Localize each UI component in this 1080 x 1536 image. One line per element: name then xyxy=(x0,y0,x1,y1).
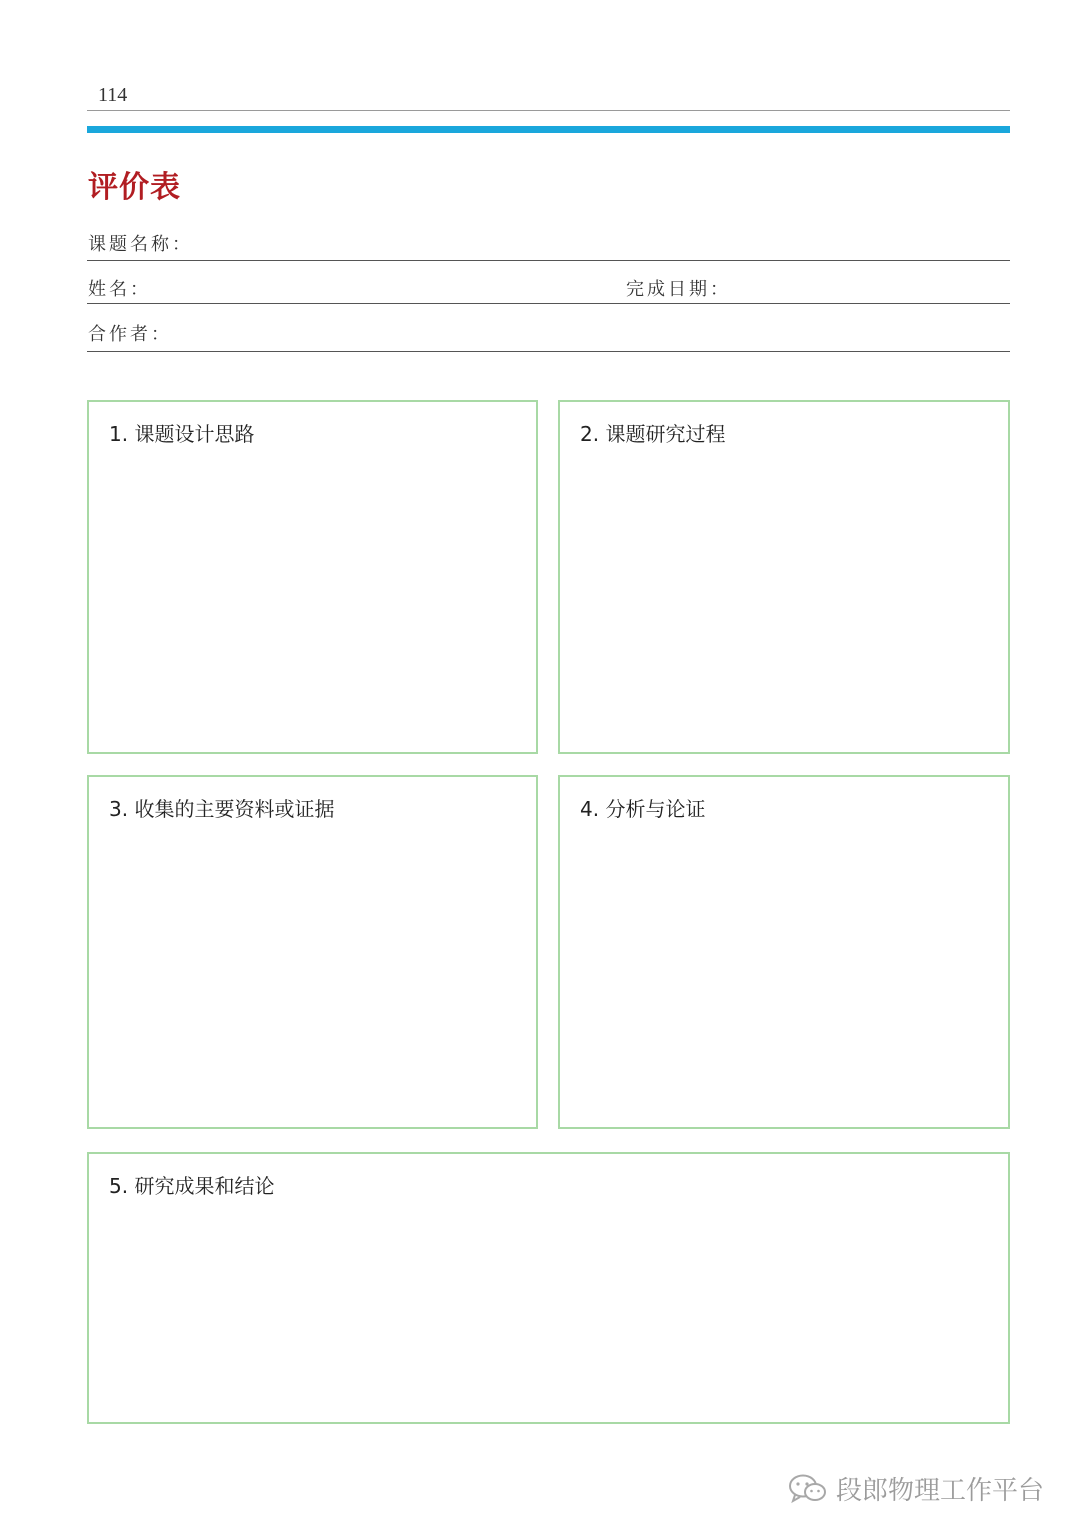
topic-label: 课题名称： xyxy=(88,234,193,255)
section-box-results[interactable] xyxy=(87,1152,1010,1424)
watermark xyxy=(788,1470,1044,1507)
section-box-process[interactable] xyxy=(558,400,1010,754)
section-box-design[interactable] xyxy=(87,400,538,754)
date-label: 完成日期： xyxy=(626,279,731,300)
section-label-evidence: 3. 收集的主要资料或证据 xyxy=(109,797,335,821)
form-title: 评价表 xyxy=(88,170,181,205)
page-number: 114 xyxy=(98,84,128,106)
name-label: 姓名： xyxy=(88,279,151,300)
section-label-process: 2. 课题研究过程 xyxy=(580,422,726,446)
header-rule xyxy=(87,110,1010,111)
watermark-text: 段郎物理工作平台 xyxy=(835,1476,1044,1506)
collaborator-label: 合作者： xyxy=(88,324,172,345)
section-label-design: 1. 课题设计思路 xyxy=(109,422,255,446)
collaborator-line[interactable] xyxy=(87,351,1010,352)
topic-line[interactable] xyxy=(87,260,1010,261)
section-box-analysis[interactable] xyxy=(558,775,1010,1129)
section-label-results: 5. 研究成果和结论 xyxy=(109,1174,275,1198)
section-box-evidence[interactable] xyxy=(87,775,538,1129)
section-label-analysis: 4. 分析与论证 xyxy=(580,797,706,821)
name-date-line[interactable] xyxy=(87,303,1010,304)
header-accent-bar xyxy=(87,126,1010,133)
wechat-icon xyxy=(788,1473,828,1505)
